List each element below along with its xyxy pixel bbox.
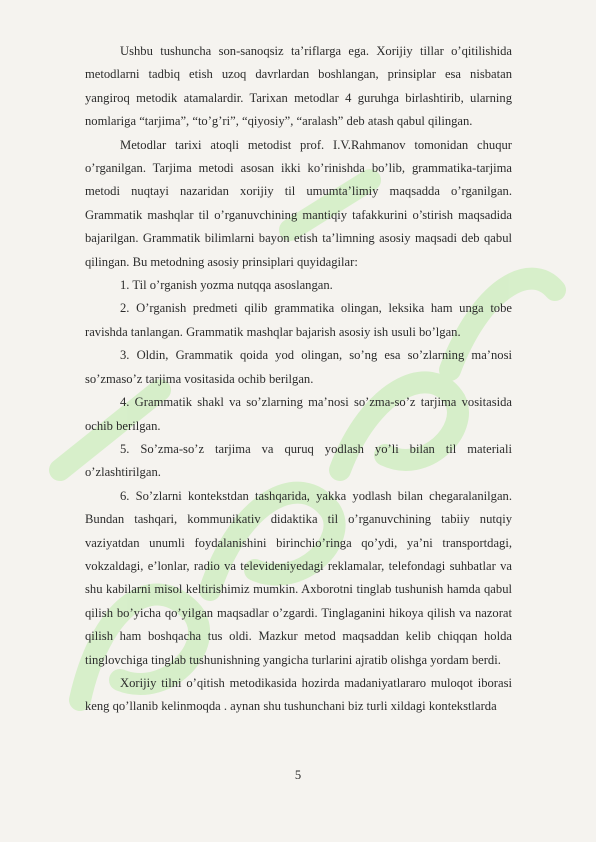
page-number: 5 (294, 768, 302, 782)
principle-2: 2. O’rganish predmeti qilib grammatika olingan, leksika ham unga tobe ravishda tanlangan. Grammatik mashqlar bajarish asosiy ish usuli bo’lgan. (85, 301, 512, 339)
principle-4: 4. Grammatik shakl va so’zlarning ma’nosi so’zma-so’z tarjima vositasida ochib berilgan. (85, 395, 512, 433)
document-body (85, 40, 512, 719)
paragraph-intercultural: Xorijiy tilni o’qitish metodikasida hozirda madaniyatlararo muloqot iborasi keng qo’llanib kelinmoqda . aynan shu tushunchani biz turli xildagi kontekstlarda (85, 675, 512, 714)
principle-5: 5. So’zma-so’z tarjima va quruq yodlash yo’li bilan til materiali o’zlashtirilgan. (85, 441, 512, 480)
paragraph-intro: Ushbu tushuncha son-sanoqsiz ta’riflarga ega. Xorijiy tillar o’qitilishida metodlarni tadbiq etish uzoq davrlardan boshlangan, prinsiplar esa nisbatan yangiroq metodik atamalardir. Tarixan metodlar 4 guruhga birlashtirib, ularning nomlariga “tarjima”, “to’g’ri”, “qiyosiy”, “aralash” deb atash qabul qilingan. (85, 44, 512, 129)
principle-1: 1. Til o’rganish yozma nutqqa asoslangan. (120, 278, 333, 293)
paragraph-history: Metodlar tarixi atoqli metodist prof. I.V.Rahmanov tomonidan chuqur o’rganilgan. Tarjima metodi asosan ikki ko’rinishda bo’lib, grammatika-tarjima metodi nuqtayi nazaridan xorijiy til umumta’limiy maqsadda o’rganilgan. Grammatik mashqlar til o’rganuvchining mantiqiy tafakkurini o’stirish maqsadida bajarilgan. Grammatik bilimlarni bayon etish ta’limning asosiy maqsadi deb qabul qilingan. Bu metodning asosiy prinsiplari quyidagilar: (85, 137, 512, 269)
principle-6: 6. So’zlarni kontekstdan tashqarida, yakka yodlash bilan chegaralanilgan. Bundan tashqari, kommunikativ didaktika til o’rganuvchining tabiiy nutqiy vaziyatdan unumli foydalanishini birinchio’ringa qo’ydi, ya’ni transportdagi, vokzaldagi, e’lonlar, radio va televideniyedagi reklamalar, telefondagi suhbatlar va shu kabilarni misol keltirishimiz mumkin. Axborotni tinglab tushunish hamda qabul qilish bo’yicha qo’yilgan maqsadlar o’zgardi. Tinglaganini hikoya qilish va nazorat qilish ham boshqacha tus oldi. Mazkur metod maqsaddan kelib chiqqan holda tinglovchiga tinglab tushunishning yangicha turlarini ajratib olishga yordam berdi. (85, 488, 512, 667)
principle-3: 3. Oldin, Grammatik qoida yod olingan, so’ng esa so’zlarning ma’nosi so’zmaso’z tarjima vositasida ochib berilgan. (85, 348, 512, 386)
